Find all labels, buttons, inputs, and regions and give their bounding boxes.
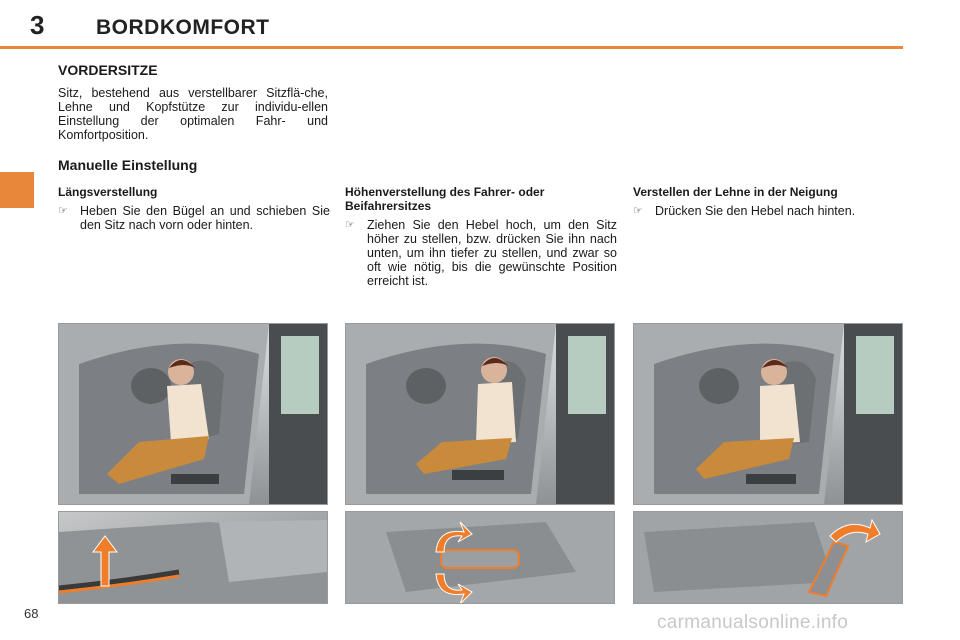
pointing-hand-icon: ☞ [345,219,355,231]
column-height [345,185,617,288]
header-rule [0,46,903,49]
car-interior-drawing [59,324,327,504]
column-heading: Verstellen der Lehne in der Neigung [633,185,838,199]
detail-backrest-lever [633,511,903,604]
pointing-hand-icon: ☞ [633,205,643,217]
seat-illustration-longitudinal [58,323,328,505]
section-intro: Sitz, bestehend aus verstellbarer Sitzflä-che, Lehne und Kopfstütze zur individu-ellen Einstellung der optimalen Fahr- und Komfortposition. [58,86,328,142]
seat-illustration-height [345,323,615,505]
page-number: 68 [24,606,39,621]
instruction-item [58,204,330,232]
bar-lever-detail-drawing [59,512,327,603]
height-lever-detail-drawing [346,512,614,603]
column-longitudinal [58,185,330,232]
car-interior-drawing [346,324,614,504]
backrest-lever-detail-drawing [634,512,902,603]
detail-bar-lever [58,511,328,604]
chapter-side-tab [0,172,34,208]
chapter-number: 3 [30,10,45,40]
watermark: carmanualsonline.info [657,612,849,633]
pointing-hand-icon: ☞ [58,205,68,217]
instruction-item [345,218,617,288]
section-title: VORDERSITZE [58,62,158,78]
instruction-text: Drücken Sie den Hebel nach hinten. [655,204,856,218]
instruction-text: Heben Sie den Bügel an und schieben Sie den Sitz nach vorn oder hinten. [80,204,330,232]
detail-height-lever [345,511,615,604]
subsection-title: Manuelle Einstellung [58,157,198,173]
column-backrest [633,185,905,218]
seat-illustration-backrest [633,323,903,505]
car-interior-drawing [634,324,902,504]
column-heading: Längsverstellung [58,185,158,199]
column-heading: Höhenverstellung des Fahrer- oder Beifahrersitzes [345,185,545,213]
chapter-title: BORDKOMFORT [96,16,270,39]
instruction-item [633,204,905,218]
instruction-text: Ziehen Sie den Hebel hoch, um den Sitz höher zu stellen, bzw. drücken Sie ihn nach unten, um ihn tiefer zu stellen, und zwar so oft wie nötig, bis die gewünschte Position erreicht ist. [367,218,617,288]
